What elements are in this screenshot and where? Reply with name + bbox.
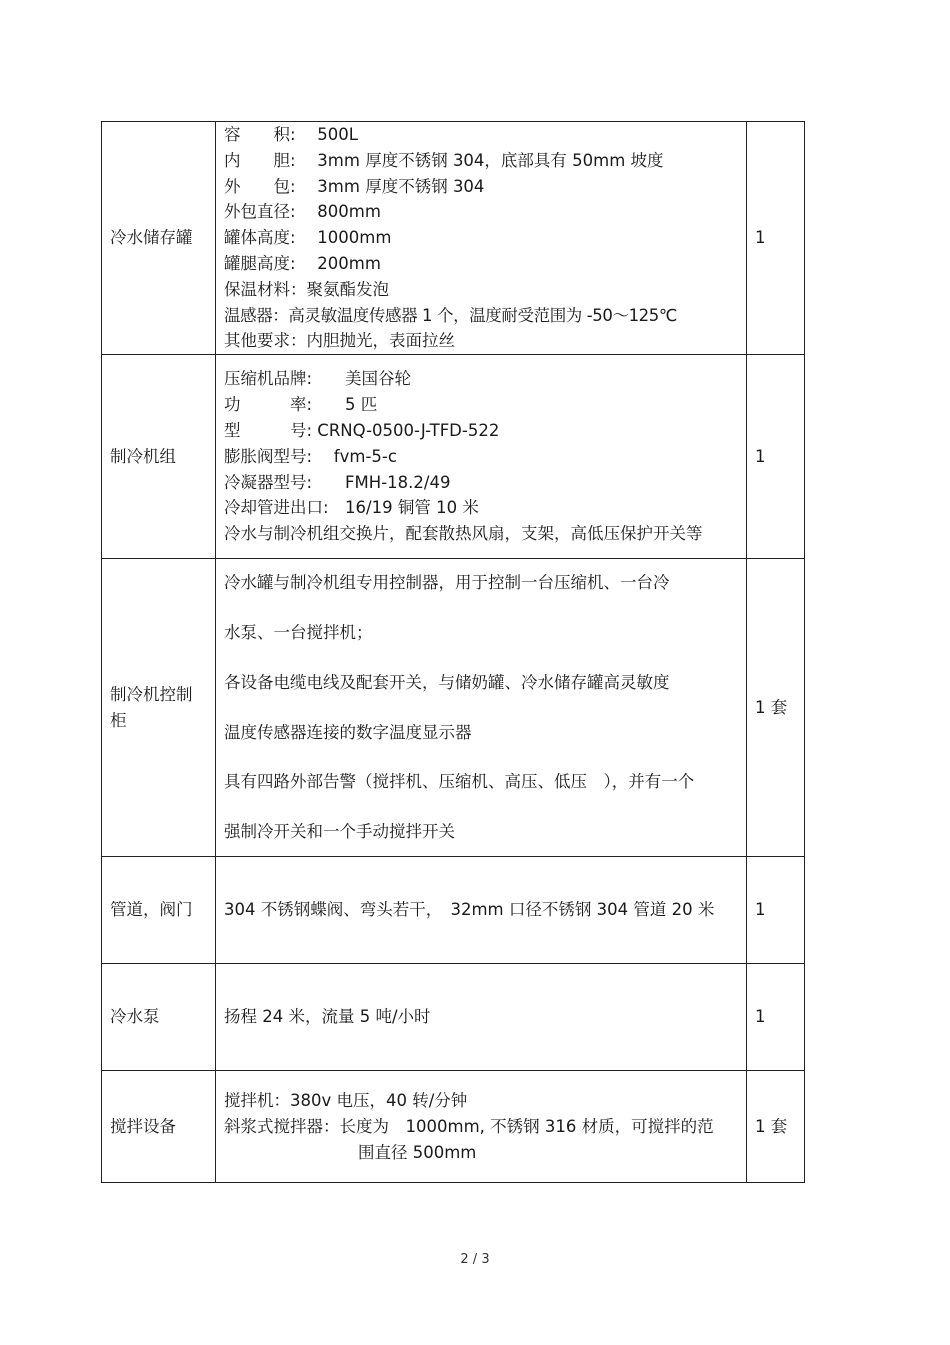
spec-line: 压缩机品牌: 美国谷轮 [224, 369, 412, 389]
item-quantity: 1 [747, 355, 805, 559]
spec-line: 冷水与制冷机组交换片，配套散热风扇，支架，高低压保护开关等 [224, 524, 703, 544]
table-row [102, 355, 805, 559]
spec-line: 罐体高度: 1000mm [224, 228, 392, 248]
item-name: 搅拌设备 [102, 1071, 216, 1183]
item-quantity: 1 套 [747, 1071, 805, 1183]
spec-line: 斜浆式搅拌器：长度为 1000mm, 不锈钢 316 材质，可搅拌的范 [224, 1116, 714, 1136]
page-number: 2 / 3 [460, 1252, 490, 1267]
item-name: 制冷机组 [102, 355, 216, 559]
table-row [102, 1071, 805, 1183]
spec-line: 搅拌机：380v 电压，40 转/分钟 [224, 1090, 468, 1110]
spec-line: 具有四路外部告警（搅拌机、压缩机、高压、低压 ），并有一个 [224, 772, 695, 792]
item-quantity: 1 套 [747, 559, 805, 857]
spec-line: 温度传感器连接的数字温度显示器 [224, 722, 472, 742]
table-row [102, 559, 805, 857]
item-name: 制冷机控制柜 [102, 559, 216, 857]
spec-line: 外 包: 3mm 厚度不锈钢 304 [224, 176, 485, 196]
spec-line: 304 不锈钢蝶阀、弯头若干， 32mm 口径不锈钢 304 管道 20 米 [224, 900, 715, 920]
item-quantity: 1 [747, 122, 805, 355]
spec-line: 外包直径: 800mm [224, 202, 381, 222]
item-name: 管道，阀门 [102, 857, 216, 964]
spec-line: 内 胆: 3mm 厚度不锈钢 304，底部具有 50mm 坡度 [224, 150, 664, 170]
item-spec [216, 964, 747, 1071]
spec-line: 温感器：高灵敏温度传感器 1 个，温度耐受范围为 -50～125℃ [224, 305, 678, 325]
spec-line: 功 率: 5 匹 [224, 395, 378, 415]
spec-line: 型 号: CRNQ-0500-J-TFD-522 [224, 420, 500, 440]
item-quantity: 1 [747, 857, 805, 964]
item-quantity: 1 [747, 964, 805, 1071]
spec-line: 水泵、一台搅拌机； [224, 623, 373, 643]
item-spec [216, 559, 747, 857]
item-name: 冷水储存罐 [102, 122, 216, 355]
spec-line: 扬程 24 米，流量 5 吨/小时 [224, 1007, 431, 1027]
spec-line: 冷凝器型号: FMH-18.2/49 [224, 472, 451, 492]
spec-line: 强制冷开关和一个手动搅拌开关 [224, 822, 455, 842]
equipment-spec-table [101, 121, 805, 1183]
item-spec [216, 122, 747, 355]
spec-line: 围直径 500mm [358, 1142, 477, 1162]
spec-line: 其他要求：内胆抛光，表面拉丝 [224, 331, 455, 351]
item-spec [216, 355, 747, 559]
table-row [102, 122, 805, 355]
item-spec [216, 857, 747, 964]
spec-line: 保温材料：聚氨酯发泡 [224, 279, 389, 299]
item-name: 冷水泵 [102, 964, 216, 1071]
spec-line: 各设备电缆电线及配套开关，与储奶罐、冷水储存罐高灵敏度 [224, 672, 670, 692]
spec-line: 膨胀阀型号: fvm-5-c [224, 446, 397, 466]
spec-line: 冷却管进出口: 16/19 铜管 10 米 [224, 498, 479, 518]
spec-line: 冷水罐与制冷机组专用控制器，用于控制一台压缩机、一台冷 [224, 573, 670, 593]
table-row [102, 964, 805, 1071]
table-row [102, 857, 805, 964]
spec-line: 容 积: 500L [224, 125, 358, 144]
spec-line: 罐腿高度: 200mm [224, 253, 381, 273]
item-spec [216, 1071, 747, 1183]
